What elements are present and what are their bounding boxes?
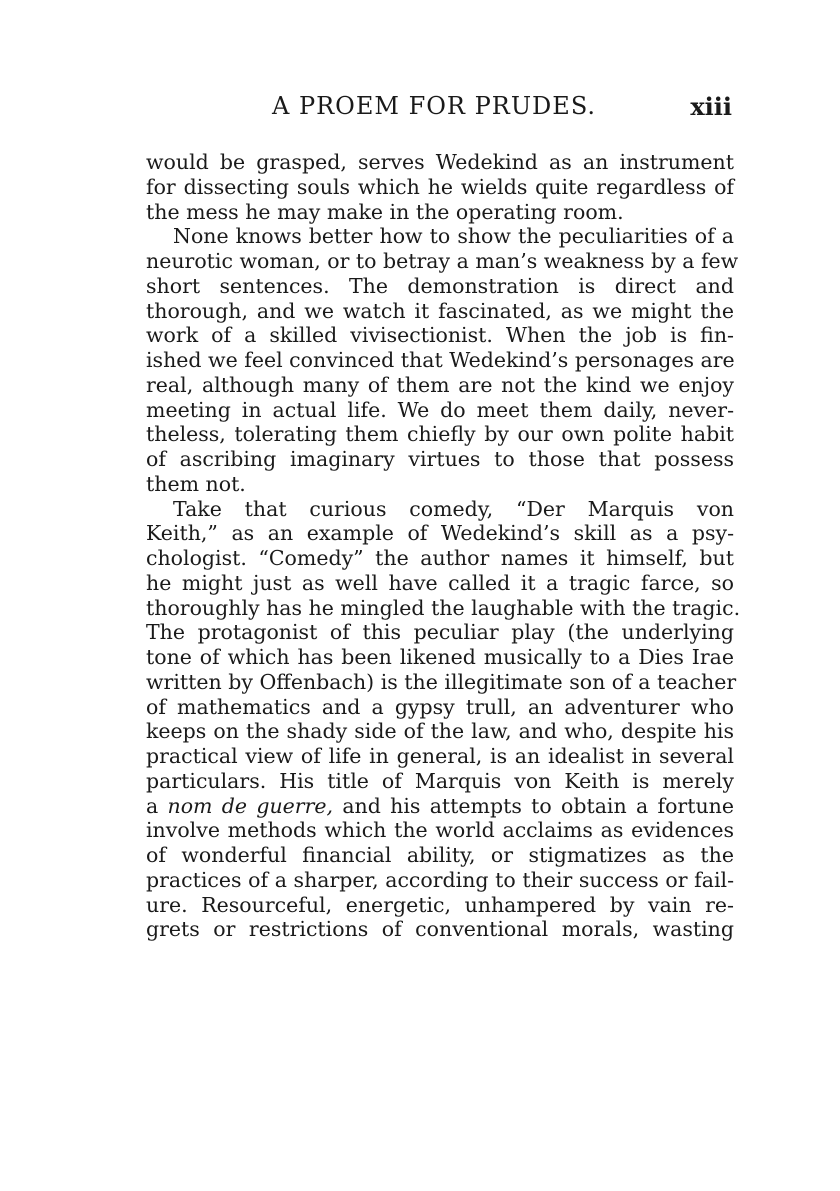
text-line: Keith,” as an example of Wedekind’s skill as a psy- xyxy=(146,521,734,546)
text-line: for dissecting souls which he wields quite regardless of xyxy=(146,174,734,199)
text-run: and his attempts to obtain a fortune xyxy=(333,793,734,818)
text-line: neurotic woman, or to betray a man’s weakness by a few xyxy=(146,249,739,273)
page-number: xiii xyxy=(690,92,732,121)
text-line: of mathematics and a gypsy trull, an adventurer who xyxy=(146,694,734,719)
text-line: practical view of life in general, is an idealist in several xyxy=(146,744,734,768)
text-line: particulars. His title of Marquis von Keith is merely xyxy=(146,768,734,793)
text-line: ure. Resourceful, energetic, unhampered by vain re- xyxy=(146,892,734,917)
page-header xyxy=(146,92,732,126)
text-line: Take that curious comedy, “Der Marquis von xyxy=(173,496,734,521)
text-line: of ascribing imaginary virtues to those that possess xyxy=(146,447,734,471)
text-line: real, although many of them are not the kind we enjoy xyxy=(146,372,734,397)
text-line: he might just as well have called it a tragic farce, so xyxy=(146,570,734,595)
body-text xyxy=(146,150,741,942)
text-line: thoroughly has he mingled the laughable with the tragic. xyxy=(146,595,741,620)
text-line: tone of which has been likened musically to a Dies Irae xyxy=(146,645,734,669)
text-line: None knows better how to show the peculiarities of a xyxy=(173,224,734,249)
text-run: a xyxy=(146,793,168,818)
text-line: them not. xyxy=(146,471,246,496)
text-line: chologist. “Comedy” the author names it himself, but xyxy=(146,546,734,570)
text-line: practices of a sharper, according to their success or fail- xyxy=(146,867,734,892)
text-line: short sentences. The demonstration is direct and xyxy=(146,273,734,298)
text-line: grets or restrictions of conventional morals, wasting xyxy=(146,917,734,942)
italic-phrase: nom de guerre, xyxy=(167,793,334,818)
text-line: would be grasped, serves Wedekind as an instrument xyxy=(146,150,734,174)
text-line: of wonderful financial ability, or stigmatizes as the xyxy=(146,843,734,867)
text-line: ished we feel convinced that Wedekind’s personages are xyxy=(146,348,735,372)
text-line: involve methods which the world acclaims as evidences xyxy=(146,818,734,843)
text-line: theless, tolerating them chiefly by our own polite habit xyxy=(146,422,734,447)
text-line: work of a skilled vivisectionist. When the job is fin- xyxy=(146,323,734,348)
text-line: keeps on the shady side of the law, and who, despite his xyxy=(146,719,734,744)
text-line: meeting in actual life. We do meet them daily, never- xyxy=(146,397,734,422)
text-line: written by Offenbach) is the illegitimate son of a teacher xyxy=(146,669,737,694)
running-title: A PROEM FOR PRUDES. xyxy=(272,92,597,120)
text-line: The protagonist of this peculiar play (the underlying xyxy=(146,620,734,645)
text-line: thorough, and we watch it fascinated, as we might the xyxy=(146,298,734,323)
text-line: the mess he may make in the operating room. xyxy=(146,199,624,224)
text-line-with-italic xyxy=(146,794,734,819)
